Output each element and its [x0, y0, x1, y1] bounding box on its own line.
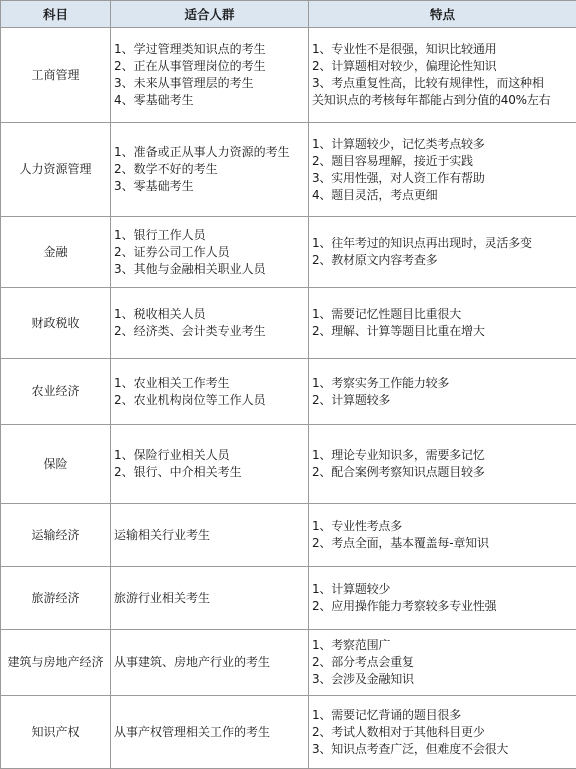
feature-line: 2、计算题相对较少，偏理论性知识	[312, 58, 573, 75]
feature-line: 3、会涉及金融知识	[312, 671, 573, 688]
features-cell	[309, 28, 576, 123]
feature-line: 2、考点全面，基本覆盖每-章知识	[312, 535, 573, 552]
audience-cell	[111, 425, 309, 504]
audience-line: 1、准备或正从事人力资源的考生	[114, 144, 305, 161]
audience-cell	[111, 217, 309, 288]
table-row	[1, 123, 576, 217]
header-row	[1, 1, 576, 28]
features-cell	[309, 123, 576, 217]
features-cell	[309, 696, 576, 769]
audience-line: 2、银行、中介相关考生	[114, 464, 305, 481]
feature-line: 1、理论专业知识多，需要多记忆	[312, 447, 573, 464]
features-cell	[309, 567, 576, 630]
subject-cell: 工商管理	[1, 28, 111, 123]
header-audience: 适合人群	[111, 1, 309, 28]
feature-line: 2、理解、计算等题目比重在增大	[312, 323, 573, 340]
subject-cell: 建筑与房地产经济	[1, 630, 111, 696]
audience-line: 2、正在从事管理岗位的考生	[114, 58, 305, 75]
subject-cell: 运输经济	[1, 504, 111, 567]
audience-line: 运输相关行业考生	[114, 527, 305, 544]
features-cell	[309, 504, 576, 567]
audience-line: 1、学过管理类知识点的考生	[114, 41, 305, 58]
feature-line: 1、计算题较少，记忆类考点较多	[312, 136, 573, 153]
audience-line: 4、零基础考生	[114, 92, 305, 109]
audience-line: 1、保险行业相关人员	[114, 447, 305, 464]
feature-line: 3、实用性强，对人资工作有帮助	[312, 170, 573, 187]
table-row	[1, 288, 576, 359]
audience-line: 1、农业相关工作考生	[114, 375, 305, 392]
audience-cell	[111, 504, 309, 567]
table-row	[1, 504, 576, 567]
feature-line: 4、题目灵活，考点更细	[312, 187, 573, 204]
header-subject: 科目	[1, 1, 111, 28]
subject-cell: 保险	[1, 425, 111, 504]
audience-line: 2、农业机构岗位等工作人员	[114, 392, 305, 409]
feature-line: 1、考察范围广	[312, 637, 573, 654]
features-cell	[309, 288, 576, 359]
audience-line: 3、未来从事管理层的考生	[114, 75, 305, 92]
table-row	[1, 217, 576, 288]
subject-cell: 旅游经济	[1, 567, 111, 630]
subject-cell: 知识产权	[1, 696, 111, 769]
feature-line: 2、应用操作能力考察较多专业性强	[312, 598, 573, 615]
audience-cell	[111, 567, 309, 630]
feature-line: 1、需要记忆性题目比重很大	[312, 306, 573, 323]
feature-line: 3、知识点考查广泛，但难度不会很大	[312, 741, 573, 758]
audience-line: 1、税收相关人员	[114, 306, 305, 323]
subject-cell: 人力资源管理	[1, 123, 111, 217]
audience-cell	[111, 288, 309, 359]
features-cell	[309, 630, 576, 696]
feature-line: 2、计算题较多	[312, 392, 573, 409]
audience-line: 2、经济类、会计类专业考生	[114, 323, 305, 340]
feature-line: 1、往年考过的知识点再出现时，灵活多变	[312, 235, 573, 252]
table-row	[1, 630, 576, 696]
feature-line: 1、考察实务工作能力较多	[312, 375, 573, 392]
audience-cell	[111, 123, 309, 217]
table-row	[1, 567, 576, 630]
feature-line: 2、部分考点会重复	[312, 654, 573, 671]
features-cell	[309, 217, 576, 288]
audience-line: 2、数学不好的考生	[114, 161, 305, 178]
audience-line: 从事产权管理相关工作的考生	[114, 724, 305, 741]
audience-line: 3、零基础考生	[114, 178, 305, 195]
feature-line: 1、专业性不是很强，知识比较通用	[312, 41, 573, 58]
feature-line: 1、需要记忆背诵的题目很多	[312, 707, 573, 724]
table-row	[1, 28, 576, 123]
feature-line: 关知识点的考核每年都能占到分值的40%左右	[312, 92, 573, 109]
feature-line: 2、考试人数相对于其他科目更少	[312, 724, 573, 741]
table-row	[1, 696, 576, 769]
subject-cell: 金融	[1, 217, 111, 288]
audience-cell	[111, 28, 309, 123]
audience-line: 3、其他与金融相关职业人员	[114, 261, 305, 278]
table-row	[1, 425, 576, 504]
audience-cell	[111, 696, 309, 769]
audience-cell	[111, 630, 309, 696]
header-features: 特点	[309, 1, 576, 28]
table-row	[1, 359, 576, 425]
audience-line: 2、证券公司工作人员	[114, 244, 305, 261]
audience-line: 旅游行业相关考生	[114, 590, 305, 607]
subject-cell: 财政税收	[1, 288, 111, 359]
audience-line: 从事建筑、房地产行业的考生	[114, 654, 305, 671]
feature-line: 1、专业性考点多	[312, 518, 573, 535]
audience-line: 1、银行工作人员	[114, 227, 305, 244]
subject-cell: 农业经济	[1, 359, 111, 425]
audience-cell	[111, 359, 309, 425]
features-cell	[309, 359, 576, 425]
feature-line: 2、题目容易理解，接近于实践	[312, 153, 573, 170]
features-cell	[309, 425, 576, 504]
feature-line: 2、配合案例考察知识点题目较多	[312, 464, 573, 481]
feature-line: 1、计算题较少	[312, 581, 573, 598]
feature-line: 3、考点重复性高，比较有规律性，而这种相	[312, 75, 573, 92]
feature-line: 2、教材原文内容考查多	[312, 252, 573, 269]
